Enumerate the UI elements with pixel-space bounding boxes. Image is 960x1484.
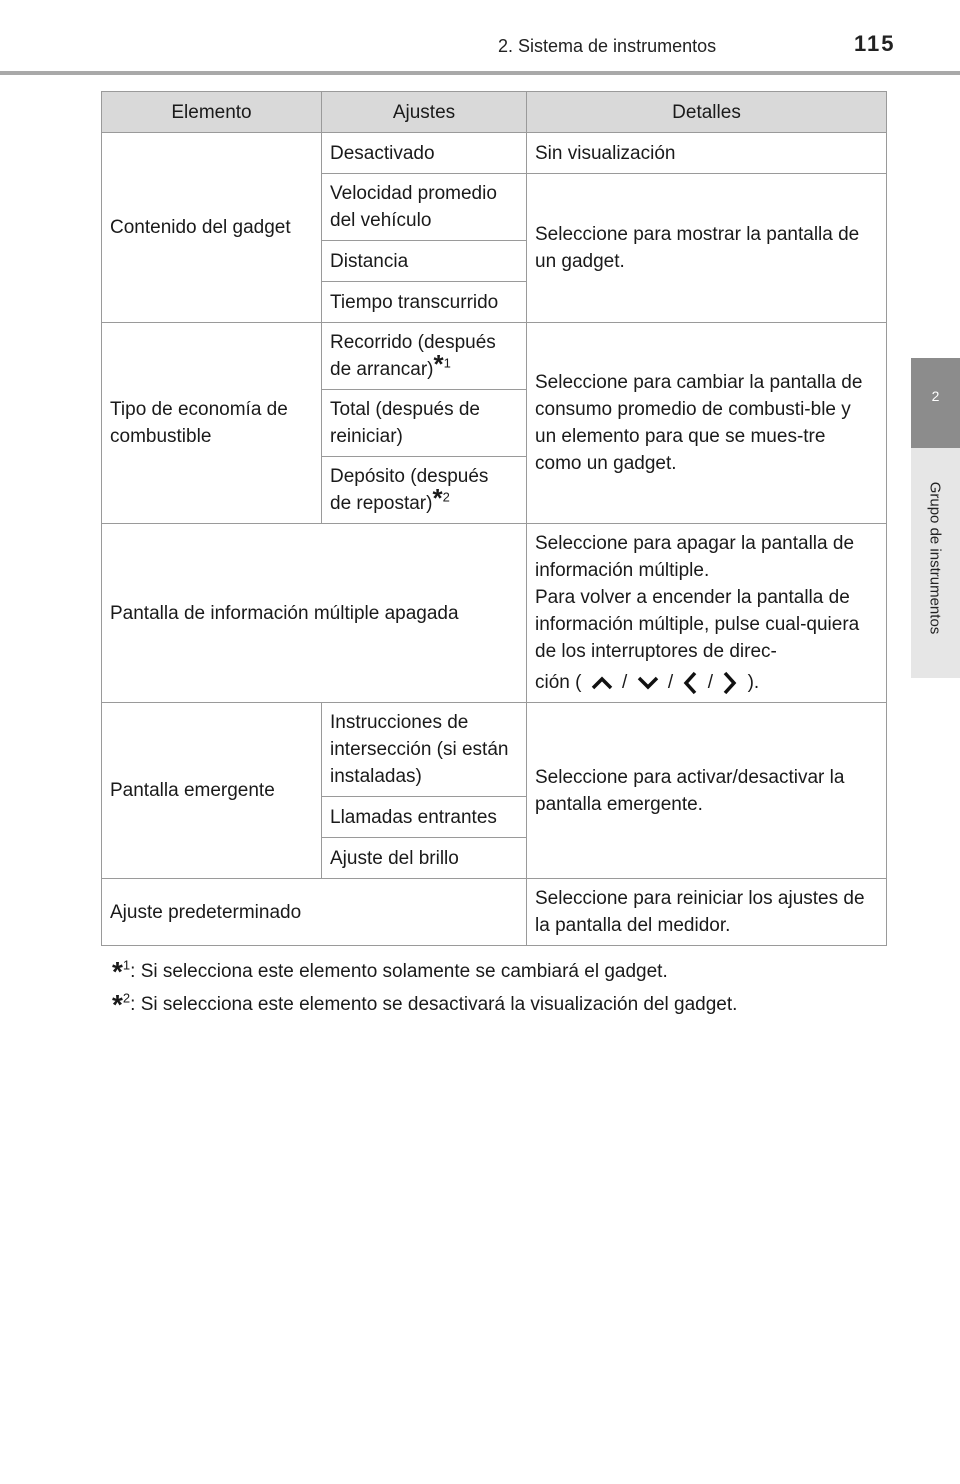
setting-cell (322, 323, 527, 390)
chapter-tab (911, 358, 960, 448)
setting-cell: Desactivado (322, 133, 527, 174)
details-cell: Sin visualización (527, 133, 887, 174)
setting-cell: Total (después de reiniciar) (322, 390, 527, 457)
footnote-mark: * (432, 483, 443, 513)
element-cell: Pantalla de información múltiple apagada (102, 524, 527, 703)
footnote-mark: * (433, 349, 444, 379)
chevron-right-icon (722, 671, 738, 695)
details-suffix: ). (747, 672, 760, 693)
footnote-text: : Si selecciona este elemento solamente se cambiará el gadget. (130, 961, 668, 982)
details-cell: Seleccione para cambiar la pantalla de consumo promedio de combusti-ble y un elemento para que se mues-tre como un gadget. (527, 323, 887, 524)
setting-cell (322, 457, 527, 524)
footnote-mark: * (112, 989, 123, 1020)
separator: / (622, 672, 628, 693)
setting-cell: Tiempo transcurrido (322, 282, 527, 323)
footnote-ref: 2 (442, 489, 450, 505)
header-rule (0, 71, 960, 75)
setting-cell: Velocidad promedio del vehículo (322, 174, 527, 241)
setting-cell: Ajuste del brillo (322, 838, 527, 879)
details-line (535, 669, 870, 696)
details-cell: Seleccione para activar/desactivar la pantalla emergente. (527, 703, 887, 879)
setting-text: Recorrido (después de arrancar) (330, 332, 496, 380)
footnote-mark: * (112, 956, 123, 987)
footnotes (112, 958, 737, 1024)
details-cell: Seleccione para reiniciar los ajustes de la pantalla del medidor. (527, 879, 887, 946)
footnote-number: 1 (122, 957, 131, 973)
footnote (112, 958, 737, 985)
chevron-up-icon (591, 675, 613, 691)
details-cell: Seleccione para mostrar la pantalla de un gadget. (527, 174, 887, 323)
separator: / (707, 672, 713, 693)
page-number: 115 (854, 31, 896, 56)
chevron-left-icon (682, 671, 698, 695)
element-cell: Tipo de economía de combustible (102, 323, 322, 524)
setting-cell: Llamadas entrantes (322, 797, 527, 838)
table-row (102, 133, 887, 174)
details-line: Para volver a encender la pantalla de información múltiple, pulse cual-quiera de los interruptores de direc- (535, 587, 860, 662)
separator: / (667, 672, 674, 693)
footnote (112, 991, 737, 1018)
table-row (102, 703, 887, 797)
details-line: Seleccione para apagar la pantalla de información múltiple. (535, 533, 855, 581)
footnote-ref: 1 (443, 355, 451, 371)
setting-cell: Distancia (322, 241, 527, 282)
details-cell (527, 524, 887, 703)
table-row (102, 879, 887, 946)
footnote-text: : Si selecciona este elemento se desactivará la visualización del gadget. (130, 994, 738, 1015)
chapter-label: Grupo de instrumentos (926, 481, 944, 635)
settings-table (101, 91, 887, 946)
table-row (102, 524, 887, 703)
column-header-details: Detalles (527, 92, 887, 133)
chapter-number: 2 (931, 388, 940, 404)
column-header-element: Elemento (102, 92, 322, 133)
chevron-down-icon (637, 675, 659, 691)
setting-text: Depósito (después de repostar) (330, 466, 489, 514)
section-title: 2. Sistema de instrumentos (498, 36, 717, 56)
column-header-settings: Ajustes (322, 92, 527, 133)
table-row (102, 323, 887, 390)
details-prefix: ción ( (535, 672, 582, 693)
footnote-number: 2 (122, 990, 131, 1006)
element-cell: Ajuste predeterminado (102, 879, 527, 946)
element-cell: Pantalla emergente (102, 703, 322, 879)
table-header-row (102, 92, 887, 133)
setting-cell: Instrucciones de intersección (si están instaladas) (322, 703, 527, 797)
element-cell: Contenido del gadget (102, 133, 322, 323)
